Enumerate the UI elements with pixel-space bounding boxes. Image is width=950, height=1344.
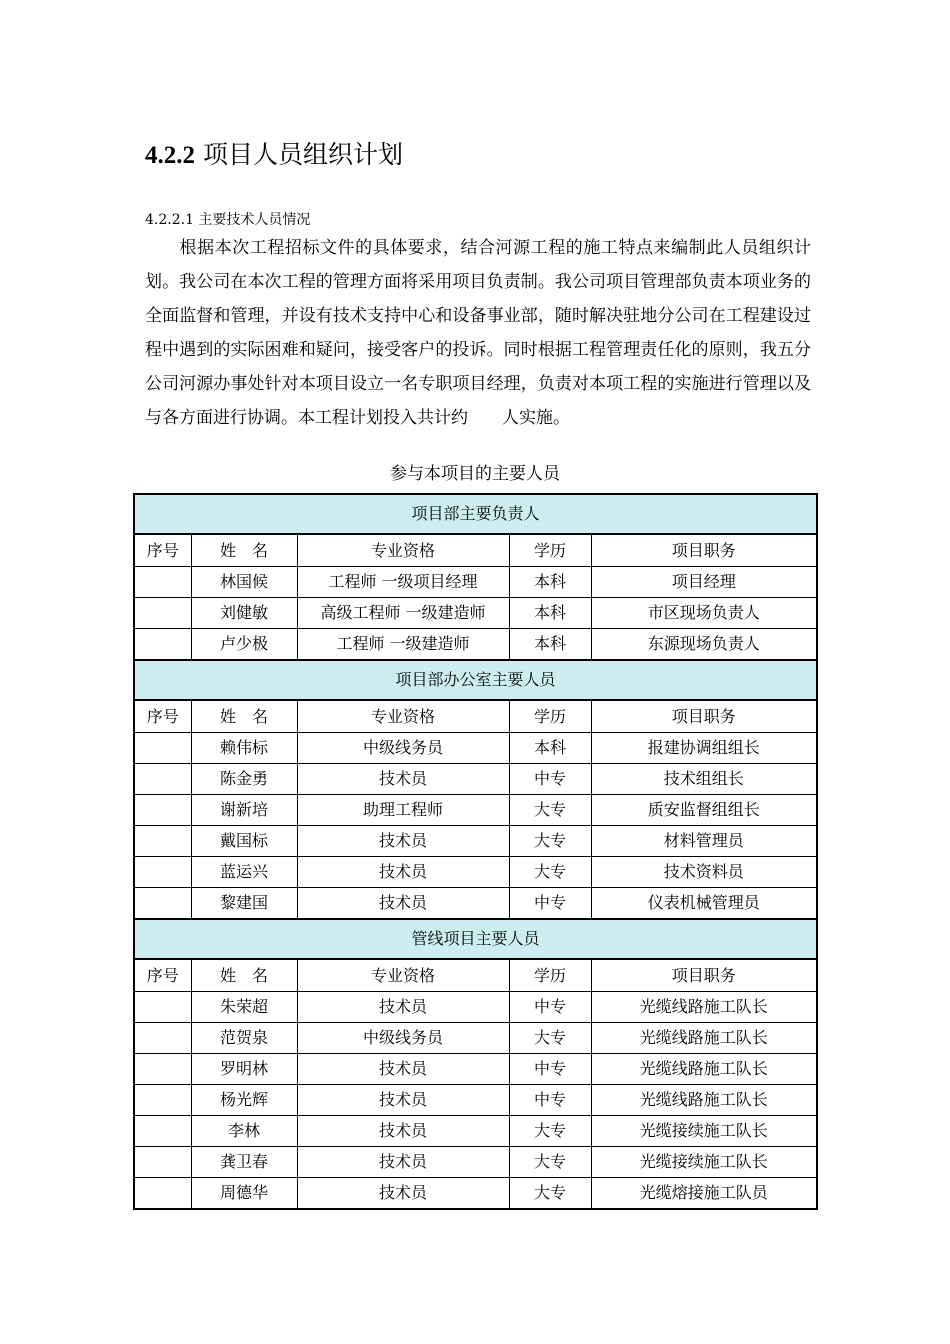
table-cell: 工程师 一级项目经理 bbox=[297, 567, 509, 598]
table-cell: 技术员 bbox=[297, 857, 509, 888]
table-cell: 中级线务员 bbox=[297, 1023, 509, 1054]
table-row bbox=[134, 826, 817, 857]
column-header: 序号 bbox=[134, 700, 191, 733]
table-cell: 中专 bbox=[509, 1054, 591, 1085]
table-cell: 罗明林 bbox=[191, 1054, 297, 1085]
table-row bbox=[134, 1147, 817, 1178]
table-cell: 技术员 bbox=[297, 826, 509, 857]
table-cell: 卢少极 bbox=[191, 629, 297, 661]
column-header: 学历 bbox=[509, 534, 591, 567]
table-cell: 材料管理员 bbox=[591, 826, 817, 857]
table-row bbox=[134, 764, 817, 795]
table-cell: 大专 bbox=[509, 826, 591, 857]
table-cell bbox=[134, 795, 191, 826]
section-title: 项目部办公室主要人员 bbox=[134, 660, 817, 700]
table-cell: 技术员 bbox=[297, 1178, 509, 1210]
table-cell: 光缆线路施工队长 bbox=[591, 1054, 817, 1085]
table-cell: 大专 bbox=[509, 1178, 591, 1210]
table-cell: 东源现场负责人 bbox=[591, 629, 817, 661]
column-header: 专业资格 bbox=[297, 534, 509, 567]
heading-number: 4.2.2 bbox=[145, 142, 195, 169]
column-header: 项目职务 bbox=[591, 700, 817, 733]
table-cell: 光缆接续施工队长 bbox=[591, 1147, 817, 1178]
table-cell: 杨光辉 bbox=[191, 1085, 297, 1116]
column-header: 学历 bbox=[509, 700, 591, 733]
section-title: 项目部主要负责人 bbox=[134, 494, 817, 534]
column-header: 项目职务 bbox=[591, 959, 817, 992]
table-cell: 李林 bbox=[191, 1116, 297, 1147]
section-header-row bbox=[134, 919, 817, 959]
table-cell: 技术员 bbox=[297, 1147, 509, 1178]
table-row bbox=[134, 888, 817, 920]
table-cell: 黎建国 bbox=[191, 888, 297, 920]
table-cell bbox=[134, 1085, 191, 1116]
table-cell: 蓝运兴 bbox=[191, 857, 297, 888]
column-header: 姓 名 bbox=[191, 700, 297, 733]
table-cell: 技术员 bbox=[297, 764, 509, 795]
table-cell bbox=[134, 1054, 191, 1085]
table-cell: 技术员 bbox=[297, 1116, 509, 1147]
table-cell: 本科 bbox=[509, 629, 591, 661]
column-header-row bbox=[134, 959, 817, 992]
table-cell: 戴国标 bbox=[191, 826, 297, 857]
column-header: 项目职务 bbox=[591, 534, 817, 567]
table-cell bbox=[134, 826, 191, 857]
table-cell bbox=[134, 733, 191, 764]
column-header: 专业资格 bbox=[297, 700, 509, 733]
column-header: 姓 名 bbox=[191, 534, 297, 567]
table-cell: 技术资料员 bbox=[591, 857, 817, 888]
table-caption: 参与本项目的主要人员 bbox=[390, 464, 560, 484]
table-cell bbox=[134, 857, 191, 888]
table-row bbox=[134, 857, 817, 888]
table-row bbox=[134, 567, 817, 598]
table-cell: 大专 bbox=[509, 1116, 591, 1147]
table-cell: 范贺泉 bbox=[191, 1023, 297, 1054]
table-cell: 刘健敏 bbox=[191, 598, 297, 629]
body-paragraph bbox=[145, 231, 811, 435]
table-cell: 仪表机械管理员 bbox=[591, 888, 817, 920]
paragraph-text: 根据本次工程招标文件的具体要求，结合河源工程的施工特点来编制此人员组织计划。我公司在本次工程的管理方面将采用项目负责制。我公司项目管理部负责本项业务的全面监督和管理，并设有技术支持中心和设备事业部，随时解决驻地分公司在工程建设过程中遇到的实际困难和疑问，接受客户的投诉。同时根据工程管理责任化的原则，我五分公司河源办事处针对本项目设立一名专职项目经理，负责对本项工程的实施进行管理以及与各方面进行协调。本工程计划投入共计约 人实施。 bbox=[145, 238, 811, 428]
table-cell: 赖伟标 bbox=[191, 733, 297, 764]
table-cell: 本科 bbox=[509, 733, 591, 764]
table-cell bbox=[134, 1116, 191, 1147]
table-cell: 林国候 bbox=[191, 567, 297, 598]
staff-table-body bbox=[134, 494, 817, 1209]
table-cell: 报建协调组组长 bbox=[591, 733, 817, 764]
table-cell: 大专 bbox=[509, 857, 591, 888]
table-row bbox=[134, 1054, 817, 1085]
table-row bbox=[134, 795, 817, 826]
table-cell: 质安监督组组长 bbox=[591, 795, 817, 826]
table-cell bbox=[134, 1023, 191, 1054]
table-cell: 谢新培 bbox=[191, 795, 297, 826]
table-cell: 技术员 bbox=[297, 888, 509, 920]
table-row bbox=[134, 1178, 817, 1210]
table-row bbox=[134, 733, 817, 764]
heading-text: 项目人员组织计划 bbox=[202, 140, 403, 169]
table-cell: 大专 bbox=[509, 1147, 591, 1178]
section-title: 管线项目主要人员 bbox=[134, 919, 817, 959]
table-cell: 技术员 bbox=[297, 1085, 509, 1116]
table-cell: 光缆接续施工队长 bbox=[591, 1116, 817, 1147]
table-cell bbox=[134, 764, 191, 795]
table-cell: 光缆线路施工队长 bbox=[591, 992, 817, 1023]
section-header-row bbox=[134, 660, 817, 700]
table-cell: 项目经理 bbox=[591, 567, 817, 598]
table-cell: 中专 bbox=[509, 888, 591, 920]
table-cell bbox=[134, 888, 191, 920]
table-cell: 助理工程师 bbox=[297, 795, 509, 826]
table-cell: 本科 bbox=[509, 567, 591, 598]
table-row bbox=[134, 629, 817, 661]
table-cell: 中专 bbox=[509, 764, 591, 795]
table-cell: 光缆线路施工队长 bbox=[591, 1023, 817, 1054]
table-cell bbox=[134, 598, 191, 629]
table-cell bbox=[134, 567, 191, 598]
column-header: 学历 bbox=[509, 959, 591, 992]
table-cell bbox=[134, 1147, 191, 1178]
section-header-row bbox=[134, 494, 817, 534]
table-cell: 技术员 bbox=[297, 1054, 509, 1085]
column-header: 序号 bbox=[134, 959, 191, 992]
table-cell: 陈金勇 bbox=[191, 764, 297, 795]
table-row bbox=[134, 1023, 817, 1054]
table-cell: 中级线务员 bbox=[297, 733, 509, 764]
table-row bbox=[134, 992, 817, 1023]
table-cell: 技术组组长 bbox=[591, 764, 817, 795]
table-cell: 工程师 一级建造师 bbox=[297, 629, 509, 661]
table-cell: 高级工程师 一级建造师 bbox=[297, 598, 509, 629]
table-cell: 光缆熔接施工队员 bbox=[591, 1178, 817, 1210]
table-cell: 朱荣超 bbox=[191, 992, 297, 1023]
column-header: 专业资格 bbox=[297, 959, 509, 992]
table-cell: 本科 bbox=[509, 598, 591, 629]
table-cell: 技术员 bbox=[297, 992, 509, 1023]
staff-table bbox=[133, 493, 818, 1210]
table-cell: 龚卫春 bbox=[191, 1147, 297, 1178]
table-cell: 中专 bbox=[509, 1085, 591, 1116]
column-header-row bbox=[134, 700, 817, 733]
table-cell bbox=[134, 1178, 191, 1210]
column-header: 姓 名 bbox=[191, 959, 297, 992]
column-header: 序号 bbox=[134, 534, 191, 567]
table-cell bbox=[134, 629, 191, 661]
table-cell: 中专 bbox=[509, 992, 591, 1023]
table-cell: 光缆线路施工队长 bbox=[591, 1085, 817, 1116]
table-row bbox=[134, 598, 817, 629]
table-cell: 大专 bbox=[509, 1023, 591, 1054]
table-row bbox=[134, 1116, 817, 1147]
table-cell: 市区现场负责人 bbox=[591, 598, 817, 629]
table-cell: 周德华 bbox=[191, 1178, 297, 1210]
section-heading bbox=[145, 138, 403, 173]
subsection-heading: 4.2.2.1 主要技术人员情况 bbox=[145, 212, 311, 228]
table-row bbox=[134, 1085, 817, 1116]
column-header-row bbox=[134, 534, 817, 567]
table-cell bbox=[134, 992, 191, 1023]
table-cell: 大专 bbox=[509, 795, 591, 826]
